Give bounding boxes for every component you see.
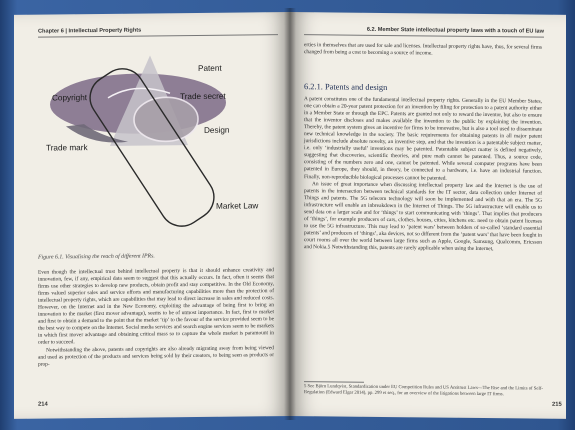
right-intro-text bbox=[304, 42, 542, 59]
label-trade-secret: Trade secret bbox=[180, 91, 226, 102]
right-paragraph-1: A patent constitutes one of the fundamental intellectual property rights. Generally in the EU Member States, one can obtain a 20-year patent protection for an invention by filing for protection to a patent authority either in a Member State or through the EPC. Patents are granted not only to reward the inventor, but also to ensure that the inventor discloses and makes available the invention to the public by explaining the invention. Thereby, the patent system gives an incentive for firms to be innovative, but is also a tool used to disseminate new technical knowledge in the society. The basic requirements for obtaining patents in all major patent jurisdictions include absolute novelty, an inventive step, and that the invention is a patentable subject matter, i.e. only ‘industrially useful’ inventions may be patented. Patentable subject matter is defined negatively, suggesting that discoveries, scientific theories, and pure math cannot be patented. Thus, a source code, consisting of the numbers zero and one, cannot be patented. While several computer programs have been patented in Europe, they should, in theory, be connected to a hardware, i.e. have an industrial function. Finally, non-reproducible biological processes cannot be patented. bbox=[304, 96, 542, 182]
ipr-reach-diagram bbox=[38, 40, 274, 247]
label-copyright: Copyright bbox=[52, 93, 88, 103]
label-trade-mark: Trade mark bbox=[46, 143, 88, 153]
figure-caption: Figure 6.1. Visualising the reach of different IPRs. bbox=[38, 253, 155, 261]
right-body-text bbox=[304, 96, 542, 254]
right-intro-paragraph: erties in themselves that are used for sale and licenses. Intellectual property rights have, thus, for several firms changed from being a cost to becoming a source of income. bbox=[304, 42, 542, 57]
label-design: Design bbox=[204, 125, 230, 135]
design-oval bbox=[134, 97, 198, 142]
left-page bbox=[14, 12, 290, 419]
right-page bbox=[290, 12, 566, 419]
page-number-left: 214 bbox=[38, 401, 48, 408]
page-number-right: 215 bbox=[552, 401, 562, 408]
left-paragraph-1: Even though the intellectual trust behind intellectual property is that it should enhance creativity and innovation, few, if any, empirical data seem to suggest that this actually occurs. In fact, often it seems that firms use other strategies to develop new products, obtain profit and stay competitive. In the Old Economy, firms valued superior sales and service efforts and manufacturing capabilities more than the protection of intellectual property rights, which are capabilities that may lead to direct increase in sales and reduced costs. However, on the Internet and in the New Economy, exploiting the advantage of being first to bring an innovation to the market (first mover advantage), seems to be of utmost importance. In fact, first to market and first to obtain a demand to the point that the market ‘tip’ to the favour of the service provided seem to be the best way to compete on the Internet. Social media services and search engine services seem to be markets in which first mover advantage and obtaining critical mass so to capture the whole market is paramount in order to succeed. bbox=[38, 267, 274, 347]
section-heading: 6.2.1. Patents and design bbox=[304, 82, 388, 93]
running-head-right: 6.2. Member State intellectual property laws with a touch of EU law bbox=[304, 26, 544, 37]
left-body-text bbox=[38, 267, 274, 368]
footnote: 5 See Björn Lundqvist, Standardization under EU Competition Rules and US Antitrust Laws—The Rise and the Limits of Self-Regulation (Edward Elgar 2014), pp. 299 et seq., for an overview of the litigations between large IT firms. bbox=[304, 384, 543, 398]
book-gutter bbox=[284, 8, 296, 420]
running-head-left: Chapter 6 | Intellectual Property Rights bbox=[38, 26, 278, 37]
label-patent: Patent bbox=[198, 63, 222, 73]
footnote-rule bbox=[304, 381, 364, 383]
left-paragraph-2: Notwithstanding the above, patents and copyrights are also already migrating away from being viewed and used as protection of the products and services being sold by their creators, to being seen as products or prop- bbox=[38, 344, 274, 368]
label-market-law: Market Law bbox=[216, 201, 259, 211]
right-paragraph-2: An issue of great importance when discussing intellectual property law and the Internet is the use of patents in the intersection between technical standards for the IT sector, data collection under Internet of Things and patents. The 5G telecom technology will soon be implemented and with that an era. The 5G infrastructure will enable an inbreakdown in the Internet of Things. The 5G infrastructure will enable us to send data on a larger scale and for ‘things’ to start communicating with ‘things’. That implies that producers of ‘things’, for example producers of cars, clothes, houses, cities, kitchens etc. need to obtain patent licenses to use the 5G infrastructure. This may lead to ‘patent wars’ between holders of so-called ‘standard essential patents’ and producers of ‘things’, aka devices, not so different from the ‘patent wars’ that have been fought in court rooms all over the world between large firms such as Apple, Google, Samsung, Qualcomm, Ericsson and Nokia.5 Notwithstanding this, patents are rarely applicable when using the Internet, bbox=[304, 180, 543, 253]
